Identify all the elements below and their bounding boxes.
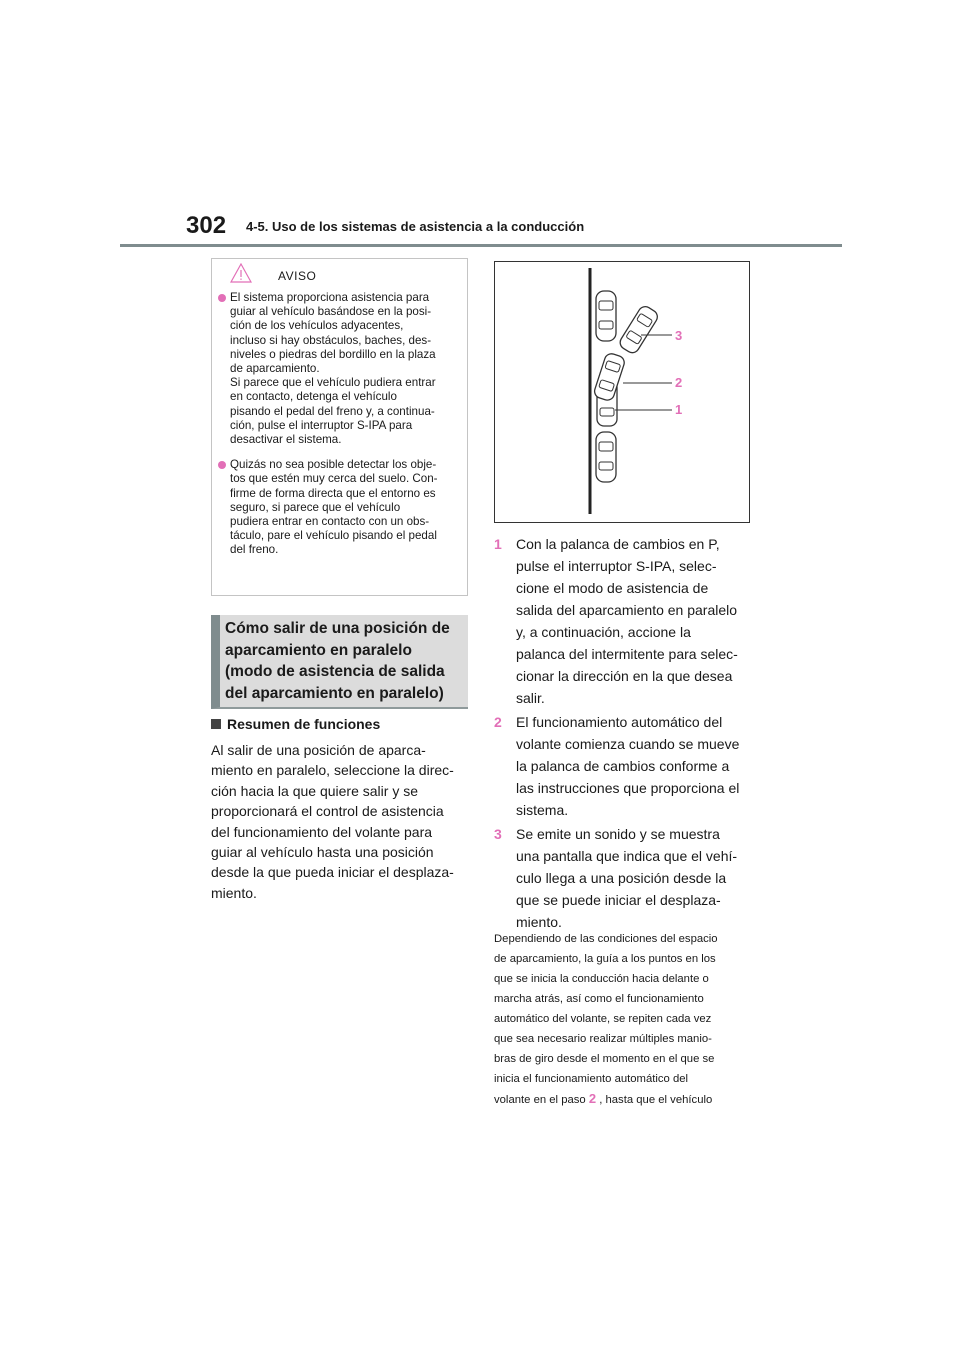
step-number: 1: [494, 536, 502, 552]
parking-diagram-illustration: [495, 262, 751, 524]
note-step-ref: 2: [588, 1091, 597, 1106]
header-rule: [120, 244, 842, 247]
parked-car-front-icon: [596, 291, 616, 341]
warning-list: [218, 291, 462, 569]
callout-3: 3: [675, 328, 683, 343]
warning-label: AVISO: [278, 269, 317, 283]
parking-exit-diagram: [494, 261, 750, 523]
parked-car-rear-icon: [596, 432, 616, 482]
warning-item-text: Quizás no sea posible detectar los obje- tos que estén muy cerca del suelo. Con- firme de forma directa que el entorno es seguro, si parece que el vehículo pudiera entrar en contacto con un obs- táculo, pare el vehículo pisando el pedal del freno.: [230, 458, 438, 557]
warning-item: [218, 291, 462, 447]
section-title-text: Cómo salir de una posición de aparcamiento en paralelo (modo de asistencia de salida del aparcamiento en paralelo): [225, 620, 450, 702]
summary-heading-text: Resumen de funciones: [227, 716, 381, 732]
callout-2: 2: [675, 375, 683, 390]
step-text: Con la palanca de cambios en P, pulse el interruptor S-IPA, selec- cione el modo de asistencia de salida del aparcamiento en paralelo y, a continuación, accione la palanca del intermitente para selec- cionar la dirección en la que desea salir.: [516, 536, 738, 706]
bullet-icon: [218, 461, 226, 469]
note-paragraph: [494, 929, 752, 1110]
step-number: 3: [494, 826, 502, 842]
step-item: [494, 823, 750, 933]
step-text: El funcionamiento automático del volante comienza cuando se mueve la palanca de cambios conforme a las instrucciones que proporciona el sistema.: [516, 714, 740, 818]
callout-1: 1: [675, 402, 683, 417]
step-item: [494, 711, 750, 821]
page-number: 302: [186, 212, 227, 239]
warning-box: [211, 258, 468, 596]
note-text-after: , hasta que el vehículo: [596, 1094, 713, 1106]
square-bullet-icon: [211, 719, 221, 729]
warning-item: [218, 458, 462, 557]
chapter-title: 4-5. Uso de los sistemas de asistencia a la conducción: [246, 219, 585, 234]
step-list: [494, 533, 750, 935]
summary-text: Al salir de una posición de aparca- miento en paralelo, seleccione la direc- ción hacia la que quiere salir y se proporcionará el control de asistencia del funcionamiento del volante para guiar al vehículo hasta una posición desde la que pueda iniciar el desplaza- miento.: [211, 742, 454, 901]
step-text: Se emite un sonido y se muestra una pantalla que indica que el vehí- culo llega a una posición desde la que se puede iniciar el desplaza- miento.: [516, 826, 738, 930]
step-number: 2: [494, 714, 502, 730]
vehicle-position-2-icon: [593, 352, 626, 402]
summary-heading: [211, 716, 380, 732]
vehicle-position-3-icon: [618, 304, 660, 355]
note-text-before: Dependiendo de las condiciones del espacio de aparcamiento, la guía a los puntos en los que se inicia la conducción hacia delante o marcha atrás, así como el funcionamiento automático del volante, se repiten cada vez que sea necesario realizar múltiples manio- bras de giro desde el momento en el que se inicia el funcionamiento automático del volante en el paso: [494, 933, 718, 1106]
warning-item-text: El sistema proporciona asistencia para guiar al vehículo basándose en la posi- ción de los vehículos adyacentes, incluso si hay obstáculos, baches, des- niveles o piedras del bordillo en la plaza de aparcamiento. Si parece que el vehículo pudiera entrar en contacto, detenga el vehículo pisando el pedal del freno y, a continua- ción, pulse el interruptor S-IPA para desactivar el sistema.: [230, 291, 436, 447]
section-title: [211, 615, 468, 709]
bullet-icon: [218, 294, 226, 302]
warning-triangle-icon: [230, 263, 252, 283]
step-item: [494, 533, 750, 709]
